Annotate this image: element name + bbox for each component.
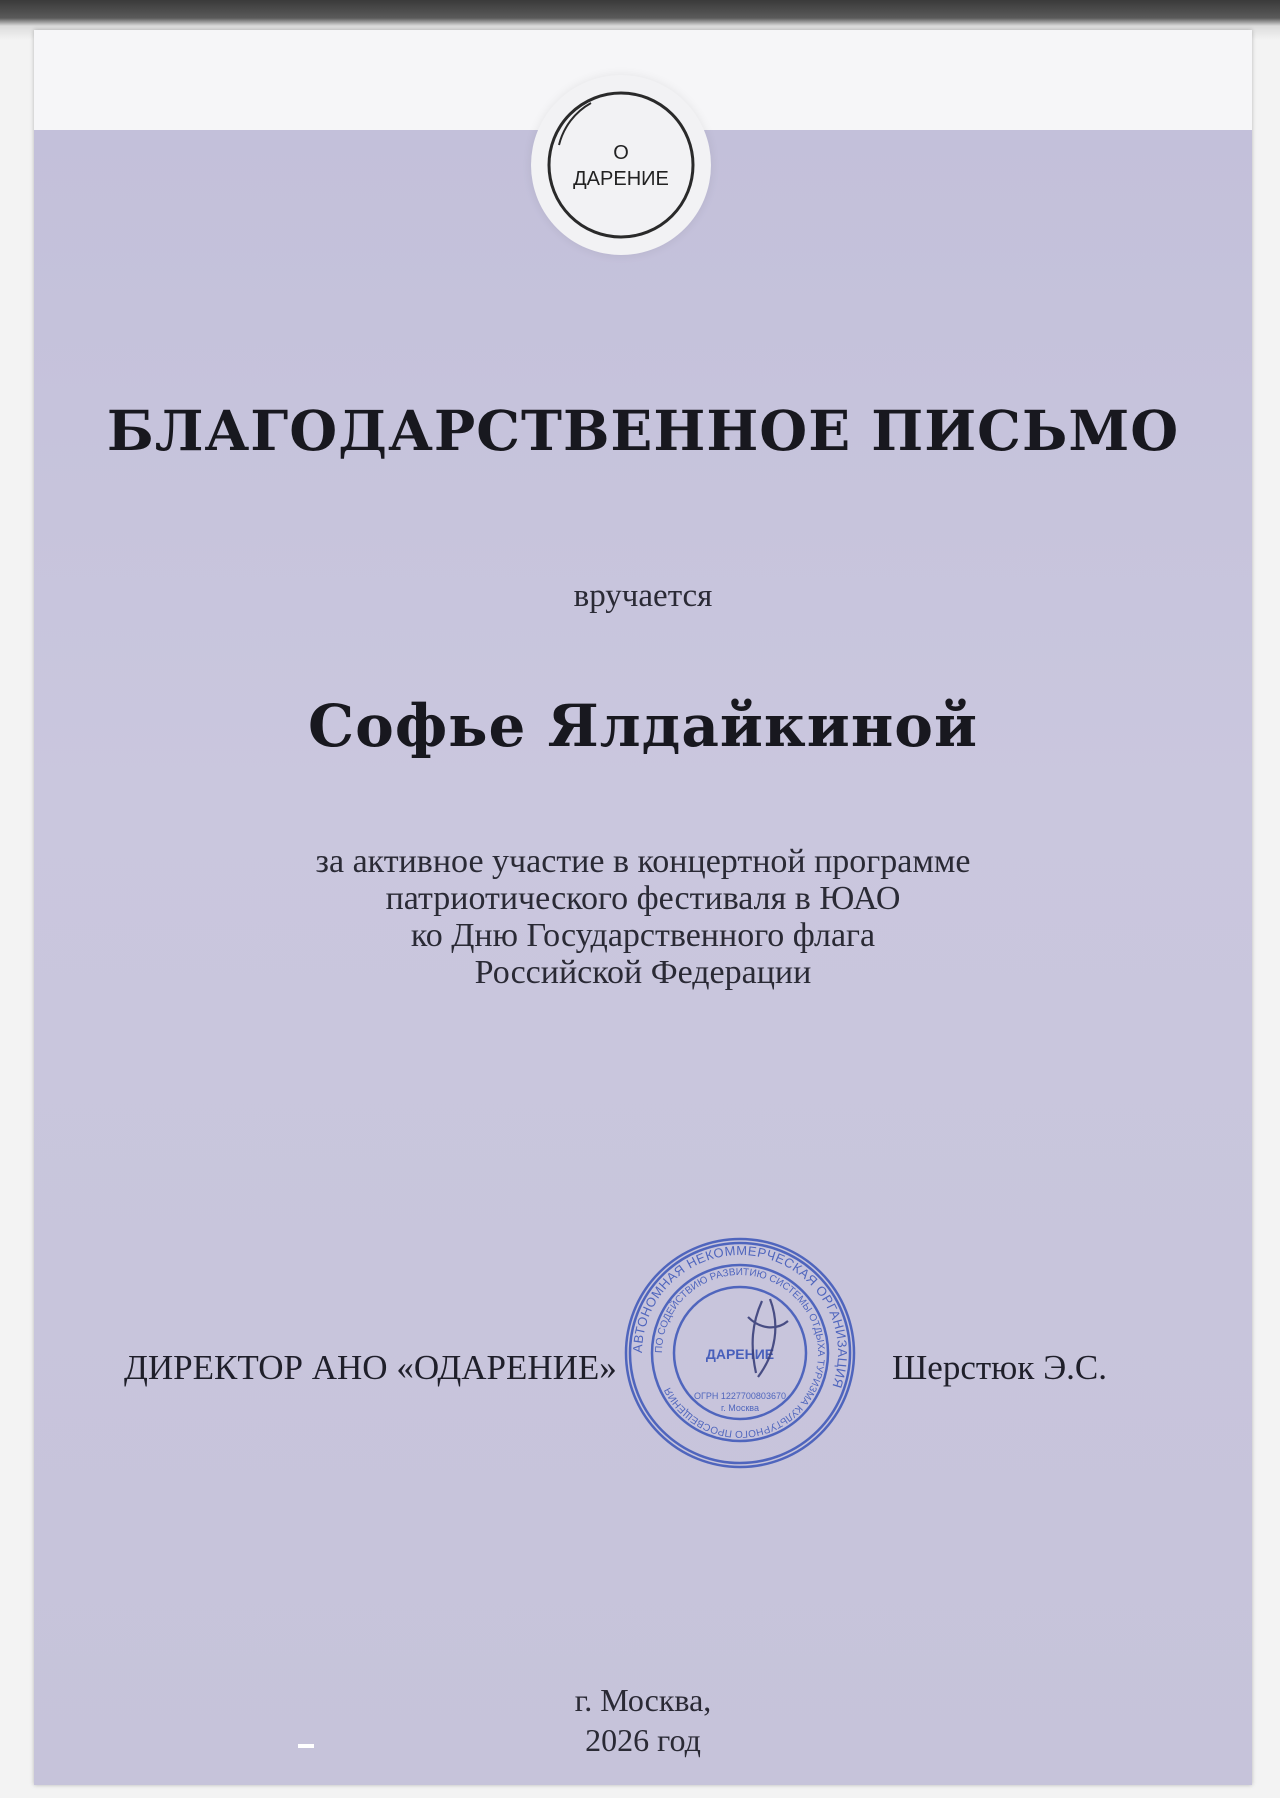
signature-stroke bbox=[748, 1299, 788, 1377]
recipient-name: Софье Ялдайкиной bbox=[308, 692, 978, 760]
reason-line: Российской Федерации bbox=[474, 954, 812, 991]
presented-text: вручается bbox=[573, 578, 713, 614]
footer-year: 2026 год bbox=[585, 1722, 701, 1758]
director-label: ДИРЕКТОР АНО «ОДАРЕНИЕ» bbox=[124, 1348, 617, 1387]
logo-line1: О bbox=[613, 142, 629, 164]
signer-name: Шерстюк Э.С. bbox=[892, 1348, 1108, 1387]
stamp-ogrn: ОГРН 1227700803670 bbox=[694, 1391, 786, 1401]
document-title: БЛАГОДАРСТВЕННОЕ ПИСЬМО bbox=[106, 398, 1180, 463]
reason-line: ко Дню Государственного флага bbox=[410, 917, 876, 954]
footer-city: г. Москва, bbox=[574, 1682, 712, 1718]
reason-line: за активное участие в концертной программе bbox=[315, 843, 971, 880]
stamp-inner-text: ПО СОДЕЙСТВИЮ РАЗВИТИЮ СИСТЕМЫ ОТДЫХА ТУРИЗМА КУЛЬТУРНОГО ПРОСВЕЩЕНИЯ bbox=[653, 1266, 827, 1440]
stamp-city: г. Москва bbox=[721, 1403, 759, 1413]
odarenie-logo bbox=[531, 75, 711, 255]
organization-stamp bbox=[620, 1233, 860, 1473]
stamp-center-text: ДАРЕНИЕ bbox=[705, 1346, 775, 1362]
stamp-outer-text: АВТОНОМНАЯ НЕКОММЕРЧЕСКАЯ ОРГАНИЗАЦИЯ bbox=[629, 1242, 851, 1391]
certificate-paper bbox=[34, 30, 1252, 1785]
footer bbox=[34, 1680, 1252, 1760]
reason-text bbox=[34, 843, 1252, 991]
reason-line: патриотического фестиваля в ЮАО bbox=[385, 880, 901, 917]
logo-line2: ДАРЕНИЕ bbox=[573, 168, 669, 190]
paper-speck bbox=[298, 1744, 314, 1748]
